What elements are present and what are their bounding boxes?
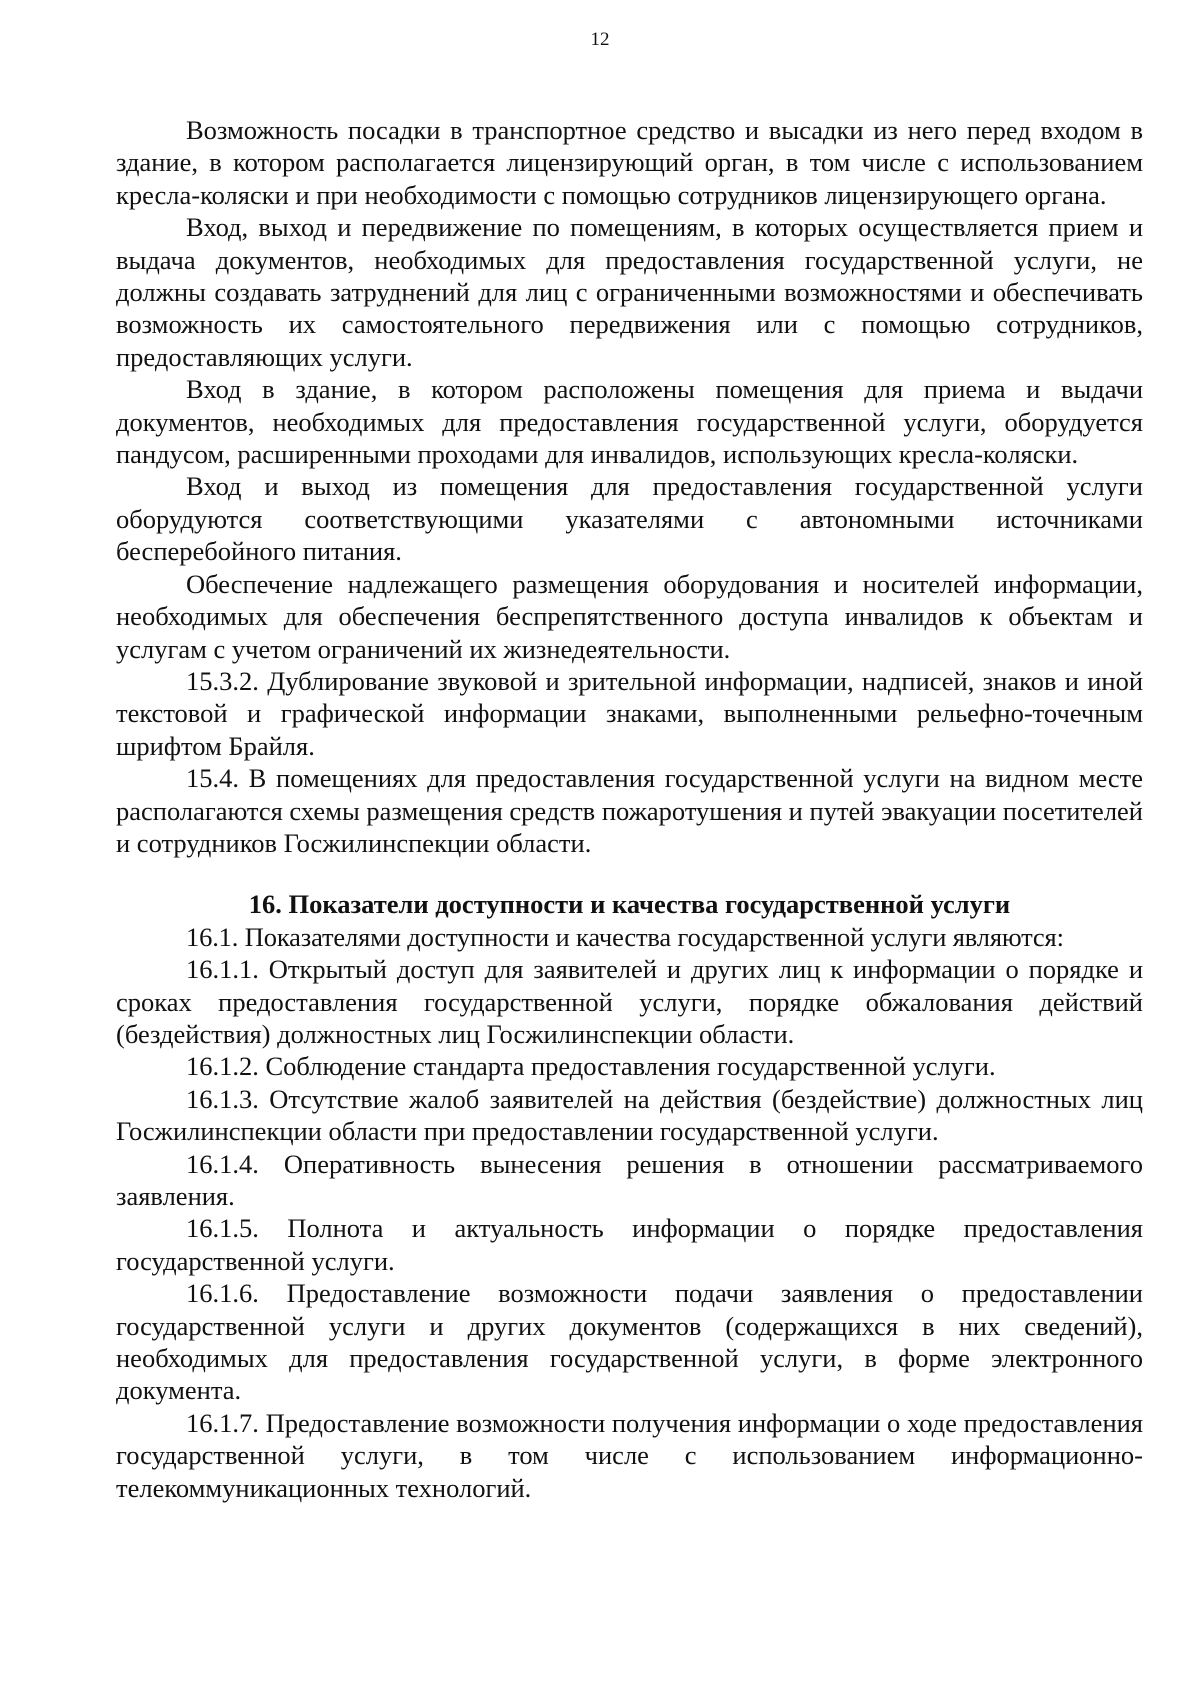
paragraph-16-1-7: 16.1.7. Предоставление возможности получения информации о ходе предоставления государственной услуги, в том числе с использованием информационно-телекоммуникационных технологий. [116, 1407, 1143, 1503]
paragraph-15-3-2: 15.3.2. Дублирование звуковой и зрительной информации, надписей, знаков и иной текстовой и графической информации знаками, выполненными рельефно-точечным шрифтом Брайля. [116, 665, 1143, 761]
paragraph-15-4: 15.4. В помещениях для предоставления государственной услуги на видном месте располагаются схемы размещения средств пожаротушения и путей эвакуации посетителей и сотрудников Госжилинспекции области. [116, 763, 1143, 858]
paragraph-equipment-placement: Обеспечение надлежащего размещения оборудования и носителей информации, необходимых для обеспечения беспрепятственного доступа инвалидов к объектам и услугам с учетом ограничений их жизнедеятельности. [116, 568, 1143, 664]
paragraph-16-1-6: 16.1.6. Предоставление возможности подачи заявления о предоставлении государственной услуги и других документов (содержащихся в них сведений), необходимых для предоставления государственной услуги, в форме электронного документа. [116, 1278, 1143, 1406]
document-body [116, 114, 1143, 1504]
paragraph-vehicle-boarding: Возможность посадки в транспортное средство и высадки из него перед входом в здание, в котором располагается лицензирующий орган, в том числе с использованием кресла-коляски и при необходимости с помощью сотрудников лицензирующего органа. [116, 115, 1143, 210]
paragraph-16-1-4: 16.1.4. Оперативность вынесения решения в отношении рассматриваемого заявления. [116, 1148, 1143, 1211]
paragraph-16-1: 16.1. Показателями доступности и качества государственной услуги являются: [186, 921, 1064, 952]
paragraph-16-1-3: 16.1.3. Отсутствие жалоб заявителей на действия (бездействие) должностных лиц Госжилинспекции области при предоставлении государственной услуги. [116, 1083, 1143, 1147]
paragraph-16-1-2: 16.1.2. Соблюдение стандарта предоставления государственной услуги. [186, 1051, 996, 1082]
paragraph-movement-premises: Вход, выход и передвижение по помещениям, в которых осуществляется прием и выдача документов, необходимых для предоставления государственной услуги, не должны создавать затруднений для лиц с ограниченными возможностями и обеспечивать возможность их самостоятельного передвижения или с помощью сотрудников, предоставляющих услуги. [116, 212, 1143, 372]
paragraph-16-1-1: 16.1.1. Открытый доступ для заявителей и других лиц к информации о порядке и сроках предоставления государственной услуги, порядке обжалования действий (бездействия) должностных лиц Госжилинспекции области. [116, 954, 1143, 1049]
page-number: 12 [590, 29, 610, 50]
paragraph-entrance-signage: Вход и выход из помещения для предоставления государственной услуги оборудуются соответствующими указателями с автономными источниками бесперебойного питания. [116, 471, 1143, 567]
paragraph-16-1-5: 16.1.5. Полнота и актуальность информации о порядке предоставления государственной услуги. [116, 1213, 1143, 1276]
paragraph-building-entrance: Вход в здание, в котором расположены помещения для приема и выдачи документов, необходимых для предоставления государственной услуги, оборудуется пандусом, расширенными проходами для инвалидов, использующих кресла-коляски. [116, 374, 1143, 470]
section-16-heading: 16. Показатели доступности и качества государственной услуги [248, 889, 1011, 920]
